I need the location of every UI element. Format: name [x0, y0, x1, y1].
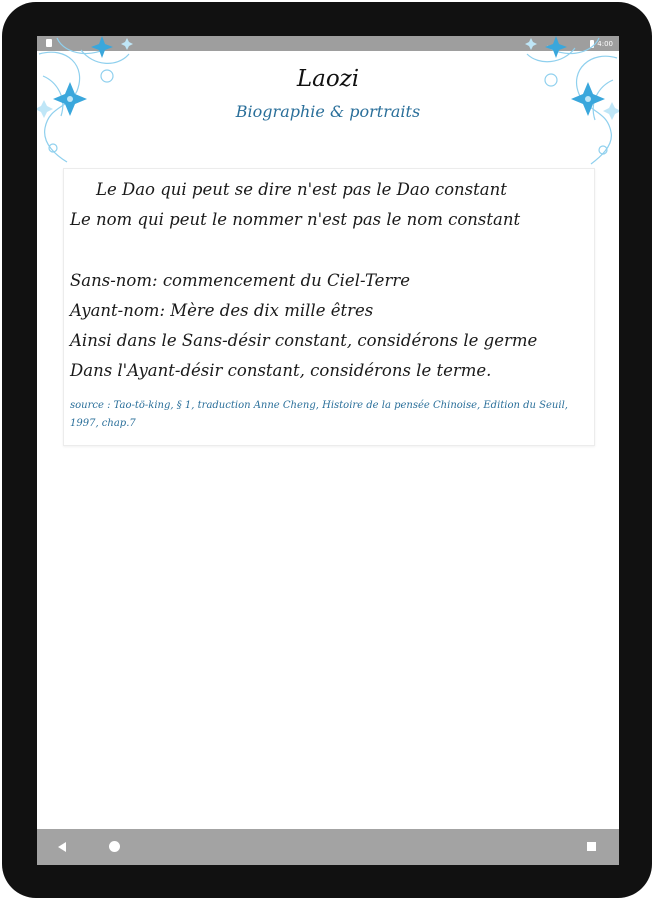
quote-line: Ainsi dans le Sans-désir constant, considérons le germe — [70, 331, 538, 350]
floral-ornament-right-icon — [499, 36, 619, 166]
navigation-bar — [37, 829, 619, 865]
quote-line: Dans l'Ayant-désir constant, considérons le terme. — [70, 361, 492, 380]
page-title: Laozi — [296, 66, 360, 92]
quote-line: Ayant-nom: Mère des dix mille êtres — [70, 301, 374, 320]
page-subtitle: Biographie & portraits — [235, 102, 421, 121]
app-screen — [37, 36, 619, 865]
quote-source: source : Tao-tö-king, § 1, traduction Anne Cheng, Histoire de la pensée Chinoise, Edition du Seuil, 1997, chap.7 — [70, 400, 568, 429]
recents-square-icon[interactable] — [587, 842, 596, 851]
quote-card — [63, 168, 595, 446]
back-triangle-icon[interactable] — [58, 842, 66, 852]
status-time: 4:00 — [597, 39, 613, 48]
home-circle-icon[interactable] — [109, 841, 120, 852]
quote-line: Sans-nom: commencement du Ciel-Terre — [70, 271, 410, 290]
quote-line: Le nom qui peut le nommer n'est pas le nom constant — [70, 210, 521, 229]
quote-line: Le Dao qui peut se dire n'est pas le Dao constant — [96, 180, 507, 199]
floral-ornament-left-icon — [37, 36, 157, 166]
